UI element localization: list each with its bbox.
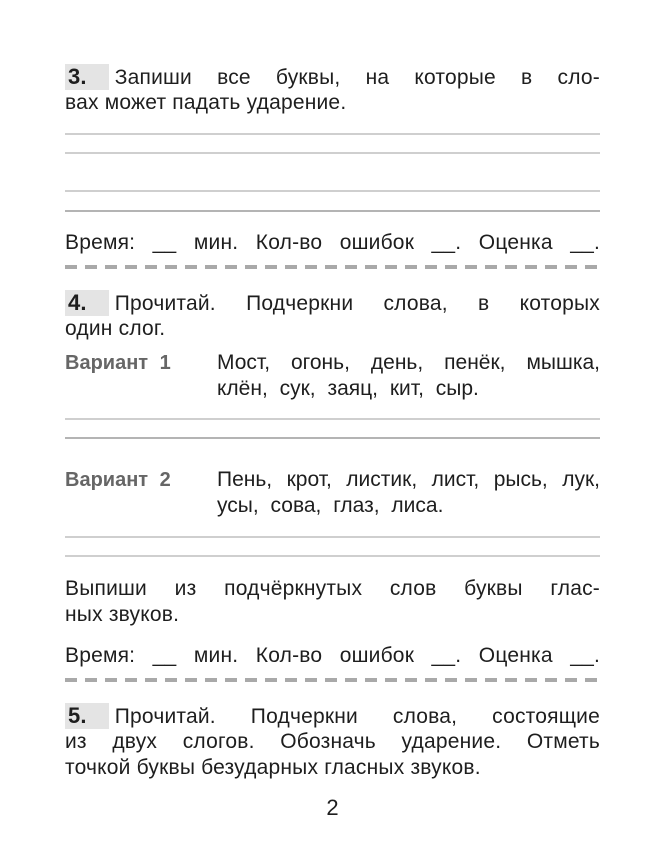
task4-followup-2: ных звуков.: [65, 603, 180, 626]
variant2-answer-line-1[interactable]: [65, 536, 600, 538]
task3-text-1: Запиши все буквы, на которые в сло-: [114, 66, 600, 89]
variant1-answer-line-2[interactable]: [65, 437, 600, 439]
task3-line-1: [65, 64, 600, 91]
variant2-label: Вариант 2: [65, 469, 171, 491]
task3-answer-line-2[interactable]: [65, 152, 600, 154]
variant1-text-1: Мост, огонь, день, пенёк, мышка,: [217, 351, 600, 374]
task4-number-badge: 4.: [65, 290, 109, 316]
task4-text-2: один слог.: [65, 317, 166, 340]
task5-text-1: Прочитай. Подчеркни слова, состоящие: [114, 705, 600, 728]
variant2-text-1: Пень, крот, листик, лист, рысь, лук,: [217, 468, 600, 491]
task5-text-3: точкой буквы безударных гласных звуков.: [65, 756, 481, 779]
task3-answer-line-4[interactable]: [65, 210, 600, 212]
variant1-text-2: клён, сук, заяц, кит, сыр.: [217, 377, 479, 400]
section-divider-1: [65, 265, 600, 269]
page-number: 2: [326, 795, 339, 820]
section-divider-2: [65, 678, 600, 682]
task4-followup-1: Выпиши из подчёркнутых слов буквы глас-: [65, 577, 600, 600]
variant1-answer-line-1[interactable]: [65, 418, 600, 420]
task4-text-1: Прочитай. Подчеркни слова, в которых: [114, 292, 600, 315]
variant1-label: Вариант 1: [65, 352, 171, 374]
task3-text-2: вах может падать ударение.: [65, 91, 347, 114]
task3-answer-line-1[interactable]: [65, 133, 600, 135]
stats2-text: Время: __ мин. Кол-во ошибок __. Оценка __.: [65, 644, 600, 667]
task3-answer-line-3[interactable]: [65, 190, 600, 192]
workbook-page: [65, 0, 600, 860]
task5-number-badge: 5.: [65, 703, 109, 729]
stats1-text: Время: __ мин. Кол-во ошибок __. Оценка __.: [65, 231, 600, 254]
task5-line-1: [65, 703, 600, 730]
variant2-answer-line-2[interactable]: [65, 555, 600, 557]
variant2-text-2: усы, сова, глаз, лиса.: [217, 494, 444, 517]
task3-number-badge: 3.: [65, 64, 109, 90]
task5-text-2: из двух слогов. Обозначь ударение. Отметь: [65, 730, 600, 753]
task4-line-1: [65, 290, 600, 317]
